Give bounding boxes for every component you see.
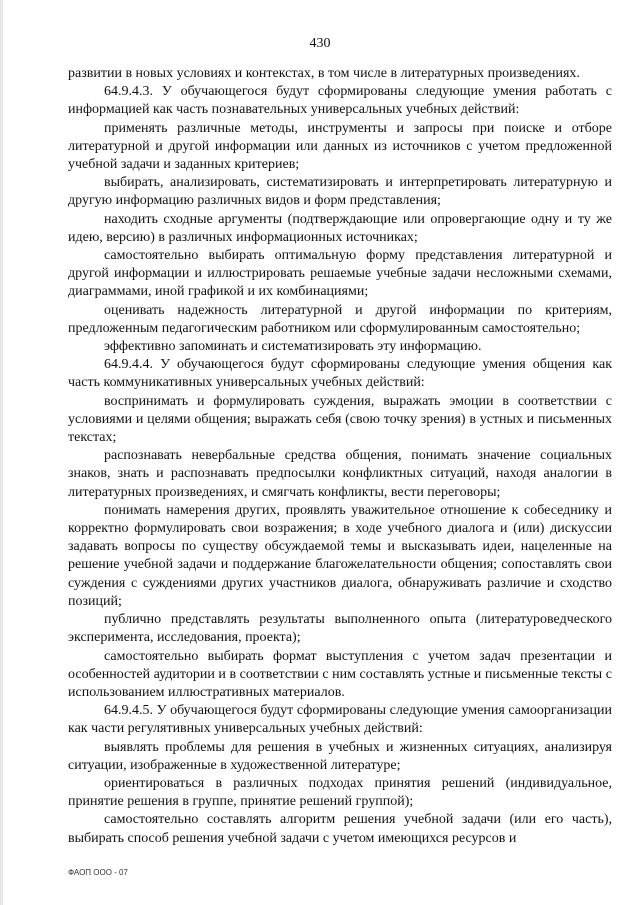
section-heading-64-9-4-5: 64.9.4.5. У обучающегося будут сформированы следующие умения самоорганизации как части регулятивных универсальных учебных действий: — [68, 703, 612, 737]
paragraph: эффективно запоминать и систематизировать эту информацию. — [104, 339, 482, 355]
page-edge-shadow — [0, 0, 3, 905]
paragraph: ориентироваться в различных подходах принятия решений (индивидуальное, принятие решения в группе, принятие решений группой); — [68, 775, 612, 810]
paragraph: оценивать надежность литературной и другой информации по критериям, предложенным педагогическим работником или сформулированным самостоятельно; — [68, 302, 612, 336]
page-number: 430 — [309, 36, 331, 51]
paragraph: развитии в новых условиях и контекстах, в том числе в литературных произведениях. — [68, 66, 580, 81]
paragraph: самостоятельно составлять алгоритм решения учебной задачи (или его часть), выбирать способ решения учебной задачи с учетом имеющихся ресурсов и — [68, 812, 612, 846]
page-footer: ФАОП ООО - 07 — [68, 868, 128, 877]
paragraph: выявлять проблемы для решения в учебных и жизненных ситуациях, анализируя ситуации, изображенные в художественной литературе; — [68, 739, 612, 773]
paragraph: самостоятельно выбирать формат выступления с учетом задач презентации и особенностей аудитории и в соответствии с ним составлять устные и письменные тексты с использованием иллюстративных материалов. — [68, 648, 612, 700]
paragraph: распознавать невербальные средства общения, понимать значение социальных знаков, знать и распознавать предпосылки конфликтных ситуаций, находя аналогии в литературных произведениях, и смягчать конфликты, вести переговоры; — [68, 448, 612, 500]
document-body — [68, 65, 612, 848]
section-heading-64-9-4-3: 64.9.4.3. У обучающегося будут сформированы следующие умения работать с информацией как часть познавательных универсальных учебных действий: — [68, 84, 612, 118]
paragraph: применять различные методы, инструменты и запросы при поиске и отборе литературной и другой информации или данных из источников с учетом предложенной учебной задачи и заданных критериев; — [68, 120, 612, 173]
paragraph: самостоятельно выбирать оптимальную форму представления литературной и другой информации и иллюстрировать решаемые учебные задачи несложными схемами, диаграммами, иной графикой и их комбинациями; — [68, 248, 612, 300]
section-heading-64-9-4-4: 64.9.4.4. У обучающегося будут сформированы следующие умения общения как часть коммуникативных универсальных учебных действий: — [68, 357, 612, 391]
paragraph: находить сходные аргументы (подтверждающие или опровергающие одну и ту же идею, версию) в различных информационных источниках; — [68, 211, 612, 245]
paragraph: выбирать, анализировать, систематизировать и интерпретировать литературную и другую информацию различных видов и форм представления; — [68, 175, 612, 209]
paragraph: воспринимать и формулировать суждения, выражать эмоции в соответствии с условиями и целями общения; выражать себя (свою точку зрения) в устных и письменных текстах; — [68, 393, 612, 446]
paragraph: публично представлять результаты выполненного опыта (литературоведческого эксперимента, исследования, проекта); — [68, 612, 612, 646]
paragraph: понимать намерения других, проявлять уважительное отношение к собеседнику и корректно формулировать свои возражения; в ходе учебного диалога и (или) дискуссии задавать вопросы по существу обсуждаемой темы и высказывать идеи, нацеленные на решение учебной задачи и поддержание благожелательности общения; сопоставлять свои суждения с суждениями других участников диалога, обнаруживать различие и сходство позиций; — [68, 502, 612, 609]
